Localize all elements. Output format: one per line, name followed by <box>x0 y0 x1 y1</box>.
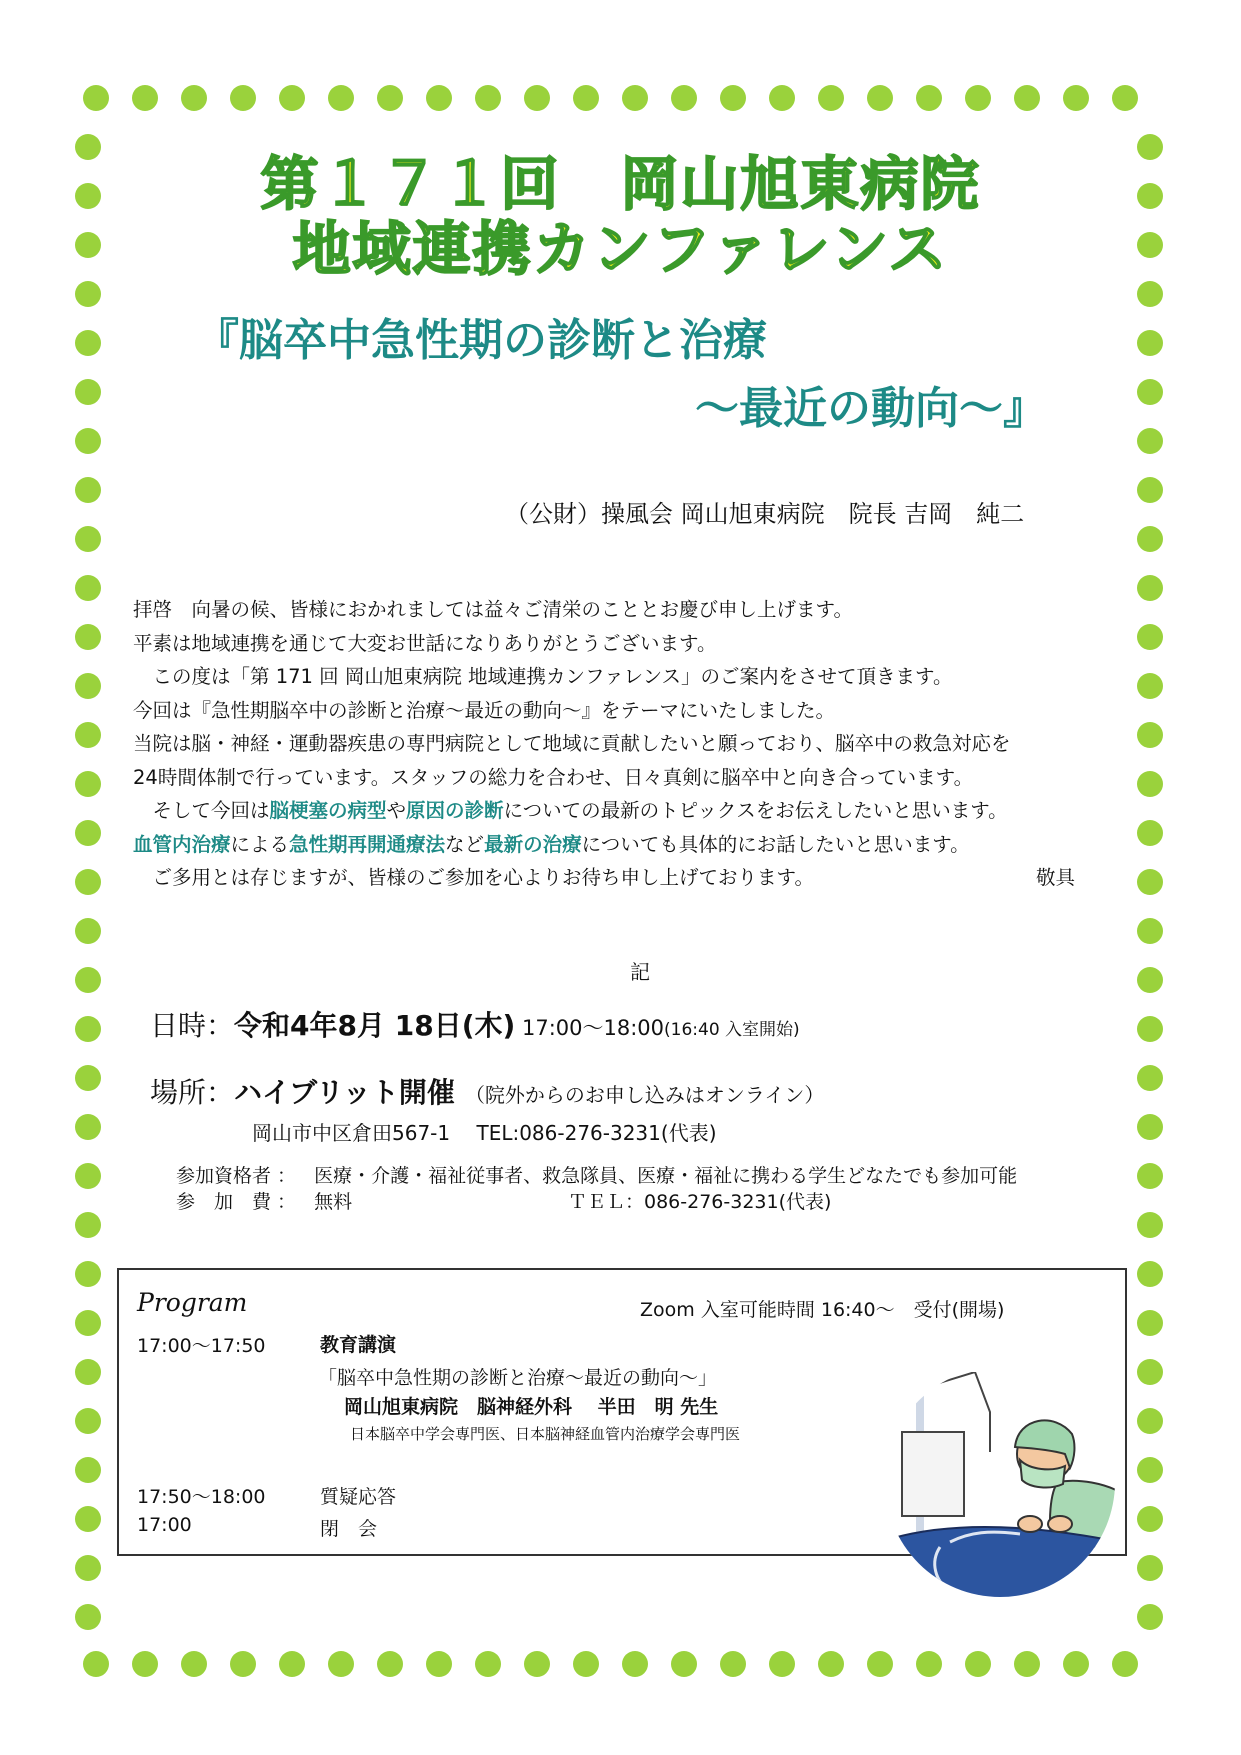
zoom-note: Zoom 入室可能時間 16:40～ 受付(開場) <box>640 1299 1005 1321</box>
program-time-2: 17:50～18:00 <box>137 1486 266 1508</box>
border-dot <box>377 85 403 111</box>
place-value: ハイブリット開催 <box>234 1076 455 1109</box>
program-time-3: 17:00 <box>137 1514 192 1536</box>
ki-mark: 記 <box>630 960 650 984</box>
border-dot <box>75 918 101 944</box>
title-line-1: 第１７１回 岡山旭東病院 <box>260 150 981 218</box>
border-dot <box>769 1651 795 1677</box>
border-dot <box>622 85 648 111</box>
date-row <box>150 1004 800 1044</box>
border-dot <box>1137 575 1163 601</box>
border-dot <box>965 1651 991 1677</box>
text: など <box>445 832 485 856</box>
subtitle-line-1: 『脳卒中急性期の診断と治療 <box>195 315 767 366</box>
paragraph-closing <box>133 861 1133 895</box>
border-dot <box>1137 1408 1163 1434</box>
border-dot <box>916 1651 942 1677</box>
border-dot <box>475 85 501 111</box>
border-dot <box>75 1212 101 1238</box>
highlight-endovascular: 血管内治療 <box>133 832 231 856</box>
border-dot <box>75 428 101 454</box>
border-dot <box>75 1114 101 1140</box>
border-dot <box>720 85 746 111</box>
border-dot <box>524 85 550 111</box>
fee-row <box>176 1187 832 1214</box>
doctor-illustration <box>880 1372 1120 1602</box>
border-dot <box>75 526 101 552</box>
program-time-1: 17:00～17:50 <box>137 1335 266 1357</box>
border-dot <box>377 1651 403 1677</box>
paragraph-greeting: 拝啓 向暑の候、皆様におかれましては益々ご清栄のこととお慶び申し上げます。 <box>133 598 853 621</box>
fee-label: 参 加 費 ： <box>176 1191 297 1213</box>
border-dot <box>75 722 101 748</box>
border-dot <box>75 869 101 895</box>
paragraph-hospital-2: 24時間体制で行っています。スタッフの総力を合わせ、日々真剣に脳卒中と向き合っています。 <box>133 765 974 789</box>
border-dot <box>75 771 101 797</box>
date-label: 日時： <box>150 1009 235 1042</box>
border-dot <box>75 575 101 601</box>
border-dot <box>181 1651 207 1677</box>
border-dot <box>75 1604 101 1630</box>
border-dot <box>1137 624 1163 650</box>
eligible-label: 参加資格者 ： <box>176 1165 297 1187</box>
address: 岡山市中区倉田567-1 TEL:086-276-3231(代表) <box>252 1121 717 1145</box>
border-dot <box>75 1016 101 1042</box>
border-dot <box>1137 673 1163 699</box>
border-dot <box>1063 85 1089 111</box>
border-dot <box>75 379 101 405</box>
border-dot <box>720 1651 746 1677</box>
border-dot <box>426 1651 452 1677</box>
text: についての最新のトピックスをお伝えしたいと思います。 <box>503 799 1008 822</box>
border-dot <box>1137 1457 1163 1483</box>
text: ご多用とは存じますが、皆様のご参加を心よりお待ち申し上げております。 <box>133 866 814 889</box>
border-dot <box>573 1651 599 1677</box>
border-dot <box>1137 1506 1163 1532</box>
time-value: 17:00～18:00 <box>515 1016 665 1040</box>
border-dot <box>1137 477 1163 503</box>
border-dot <box>1137 1065 1163 1091</box>
place-row <box>150 1071 824 1111</box>
date-value: 令和4年8月 18日(木) <box>234 1009 516 1042</box>
subtitle-line-2: ～最近の動向～』 <box>695 383 1047 434</box>
paragraph-thanks: 平素は地域連携を通じて大変お世話になりありがとうございます。 <box>133 631 717 655</box>
place-note: （院外からのお申し込みはオンライン） <box>464 1083 825 1107</box>
border-dot <box>1137 918 1163 944</box>
border-dot <box>75 673 101 699</box>
border-dot <box>867 85 893 111</box>
author: （公財）操風会 岡山旭東病院 院長 吉岡 純二 <box>505 500 1025 528</box>
border-dot <box>1137 771 1163 797</box>
paragraph-theme: 今回は『急性期脳卒中の診断と治療～最近の動向～』をテーマにいたしました。 <box>133 698 836 722</box>
paragraph-hospital-1: 当院は脳・神経・運動器疾患の専門病院として地域に貢献したいと願っており、脳卒中の救急対応を <box>133 732 1011 755</box>
text: についても具体的にお話したいと思います。 <box>581 832 970 856</box>
place-label: 場所： <box>150 1076 235 1109</box>
border-dot <box>769 85 795 111</box>
border-dot <box>328 85 354 111</box>
border-dot <box>1137 1163 1163 1189</box>
border-dot <box>75 1506 101 1532</box>
border-dot <box>75 624 101 650</box>
border-dot <box>671 1651 697 1677</box>
border-dot <box>1137 869 1163 895</box>
text: による <box>230 832 290 856</box>
eligible-value: 医療・介護・福祉従事者、救急隊員、医療・福祉に携わる学生どなたでも参加可能 <box>314 1165 1018 1187</box>
border-dot <box>1014 1651 1040 1677</box>
border-dot <box>867 1651 893 1677</box>
closing-keigu: 敬具 <box>1036 866 1076 889</box>
highlight-stroke-type: 脳梗塞の病型 <box>269 799 387 822</box>
border-dot <box>132 1651 158 1677</box>
program-label-1: 教育講演 <box>320 1334 397 1356</box>
border-dot <box>1112 85 1138 111</box>
border-dot <box>818 1651 844 1677</box>
fee-tel: ＴＥＬ：086-276-3231(代表) <box>568 1191 832 1213</box>
border-dot <box>1137 428 1163 454</box>
border-dot <box>75 1261 101 1287</box>
border-dot <box>1137 379 1163 405</box>
border-dot <box>1137 330 1163 356</box>
border-dot <box>1137 1212 1163 1238</box>
border-dot <box>1137 1310 1163 1336</box>
paragraph-invitation: この度は「第 171 回 岡山旭東病院 地域連携カンファレンス」のご案内をさせて頂きます。 <box>133 665 953 688</box>
border-dot <box>573 85 599 111</box>
eligibility-row <box>176 1161 1017 1188</box>
speaker: 岡山旭東病院 脳神経外科 半田 明 先生 <box>344 1396 719 1418</box>
border-dot <box>916 85 942 111</box>
border-dot <box>1063 1651 1089 1677</box>
border-dot <box>75 477 101 503</box>
text: そして今回は <box>133 799 270 822</box>
program-label-2: 質疑応答 <box>320 1486 397 1508</box>
border-dot <box>1137 1359 1163 1385</box>
border-dot <box>75 1408 101 1434</box>
border-dot <box>1137 1604 1163 1630</box>
border-dot <box>75 1163 101 1189</box>
border-dot <box>1137 722 1163 748</box>
lecture-title: 「脳卒中急性期の診断と治療～最近の動向～」 <box>318 1367 718 1389</box>
border-dot <box>132 85 158 111</box>
border-dot <box>328 1651 354 1677</box>
program-title: Program <box>137 1288 248 1317</box>
time-note: (16:40 入室開始) <box>664 1020 800 1040</box>
border-dot <box>1014 85 1040 111</box>
border-dot <box>181 85 207 111</box>
border-dot <box>75 1310 101 1336</box>
highlight-recanalization: 急性期再開通療法 <box>289 832 446 856</box>
border-dot <box>75 1555 101 1581</box>
letter-body <box>133 593 1133 895</box>
border-dot <box>1137 1261 1163 1287</box>
border-dot <box>1137 1555 1163 1581</box>
border-dot <box>671 85 697 111</box>
border-dot <box>75 1457 101 1483</box>
border-dot <box>83 85 109 111</box>
paragraph-treatment <box>133 828 1133 862</box>
border-dot <box>75 1359 101 1385</box>
border-dot <box>279 1651 305 1677</box>
border-dot <box>83 1651 109 1677</box>
border-dot <box>1112 1651 1138 1677</box>
speaker-credentials: 日本脳卒中学会専門医、日本脳神経血管内治療学会専門医 <box>350 1425 741 1443</box>
border-dot <box>524 1651 550 1677</box>
text: や <box>386 799 407 822</box>
border-dot <box>279 85 305 111</box>
border-dot <box>1137 1016 1163 1042</box>
border-dot <box>475 1651 501 1677</box>
border-dot <box>1137 967 1163 993</box>
border-dot <box>1137 820 1163 846</box>
border-dot <box>75 1065 101 1091</box>
border-dot <box>965 85 991 111</box>
border-dot <box>818 85 844 111</box>
border-dot <box>230 1651 256 1677</box>
border-dot <box>426 85 452 111</box>
border-dot <box>1137 526 1163 552</box>
fee-value: 無料 <box>314 1191 353 1213</box>
border-dot <box>75 330 101 356</box>
border-dot <box>1137 1114 1163 1140</box>
title-line-2: 地域連携カンファレンス <box>292 215 949 283</box>
program-label-3: 閉 会 <box>320 1518 378 1540</box>
highlight-cause-diagnosis: 原因の診断 <box>406 799 504 822</box>
paragraph-topics <box>133 794 1133 828</box>
highlight-latest-treatment: 最新の治療 <box>484 832 582 856</box>
border-dot <box>75 967 101 993</box>
border-dot <box>230 85 256 111</box>
border-dot <box>75 820 101 846</box>
border-dot <box>622 1651 648 1677</box>
